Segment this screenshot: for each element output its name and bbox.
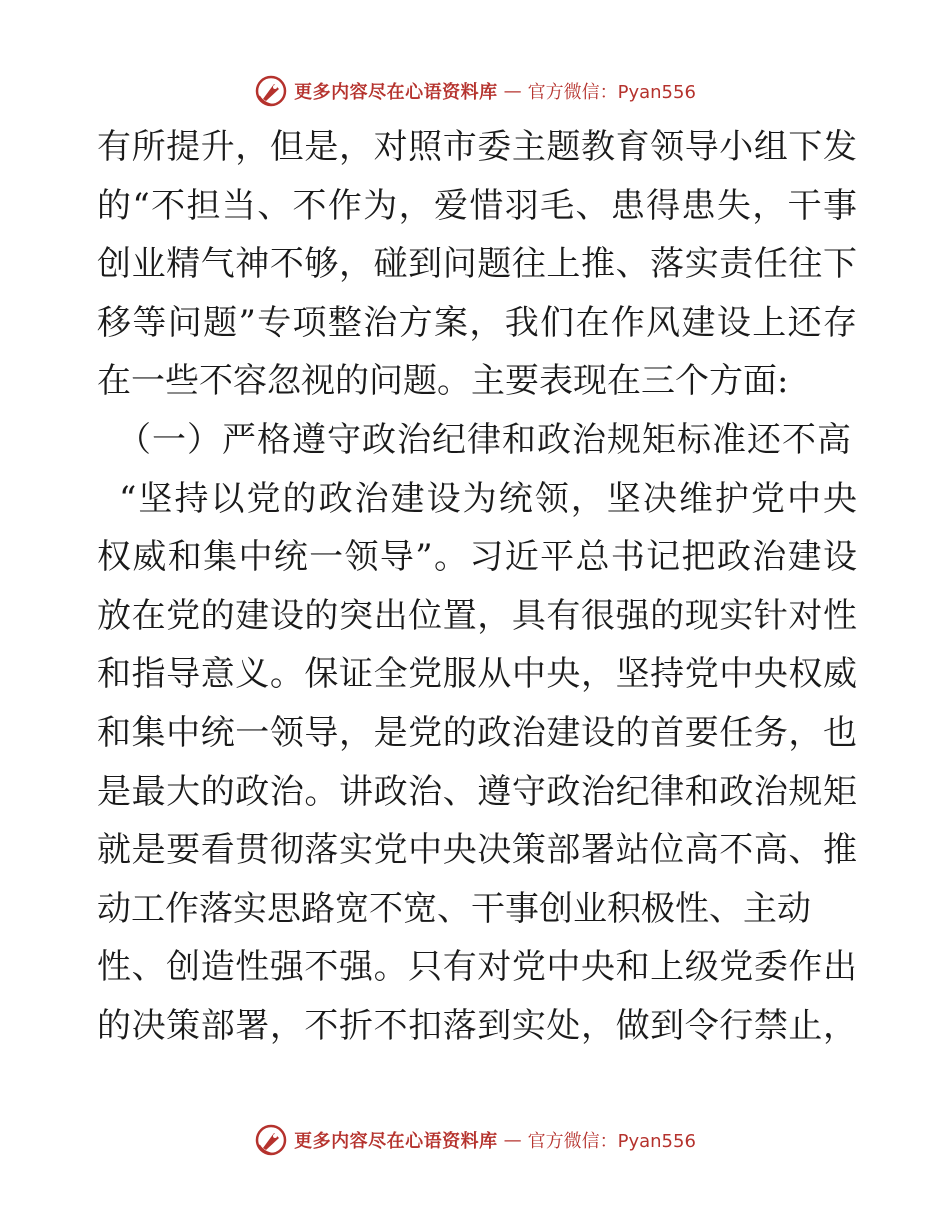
body-line: 放在党的建设的突出位置，具有很强的现实针对性	[97, 595, 857, 636]
pen-nib-logo-icon	[254, 1123, 288, 1157]
body-line: 有所提升，但是，对照市委主题教育领导小组下发	[97, 127, 857, 167]
body-line: 权威和集中统一领导”。习近平总书记把政治建设	[97, 537, 857, 578]
body-line: 创业精气神不够，碰到问题往上推、落实责任往下	[97, 244, 857, 285]
body-line: 性、创造性强不强。只有对党中央和上级党委作出	[97, 947, 857, 988]
section-heading: （一）严格遵守政治纪律和政治规矩标准还不高	[117, 419, 852, 460]
watermark-contact-text: 官方微信：Pyan556	[527, 82, 696, 103]
body-line: 动工作落实思路宽不宽、干事创业积极性、主动	[97, 888, 811, 929]
body-line: 是最大的政治。讲政治、遵守政治纪律和政治规矩	[97, 771, 857, 812]
watermark-separator: —	[503, 80, 522, 102]
body-line: “坚持以党的政治建设为统领，坚决维护党中央	[119, 478, 857, 519]
watermark-separator: —	[503, 1129, 522, 1151]
body-line: 和指导意义。保证全党服从中央，坚持党中央权威	[97, 654, 857, 695]
pen-nib-logo-icon	[254, 74, 288, 108]
document-body	[97, 118, 857, 1056]
body-line: 就是要看贯彻落实党中央决策部署站位高不高、推	[97, 830, 857, 871]
body-line: 的决策部署，不折不扣落到实处，做到令行禁止，	[97, 1005, 857, 1046]
footer-watermark	[0, 1120, 950, 1160]
body-line: 移等问题”专项整治方案，我们在作风建设上还存	[97, 302, 857, 343]
body-line: 在一些不容忽视的问题。主要表现在三个方面:	[97, 361, 789, 402]
body-line: 和集中统一领导，是党的政治建设的首要任务，也	[97, 712, 857, 753]
body-line: 的“不担当、不作为，爱惜羽毛、患得患失，干事	[97, 185, 857, 226]
watermark-contact-text: 官方微信：Pyan556	[527, 1131, 696, 1152]
watermark-site-text: 更多内容尽在心语资料库	[294, 1131, 498, 1152]
watermark-site-text: 更多内容尽在心语资料库	[294, 82, 498, 103]
header-watermark	[0, 71, 950, 111]
